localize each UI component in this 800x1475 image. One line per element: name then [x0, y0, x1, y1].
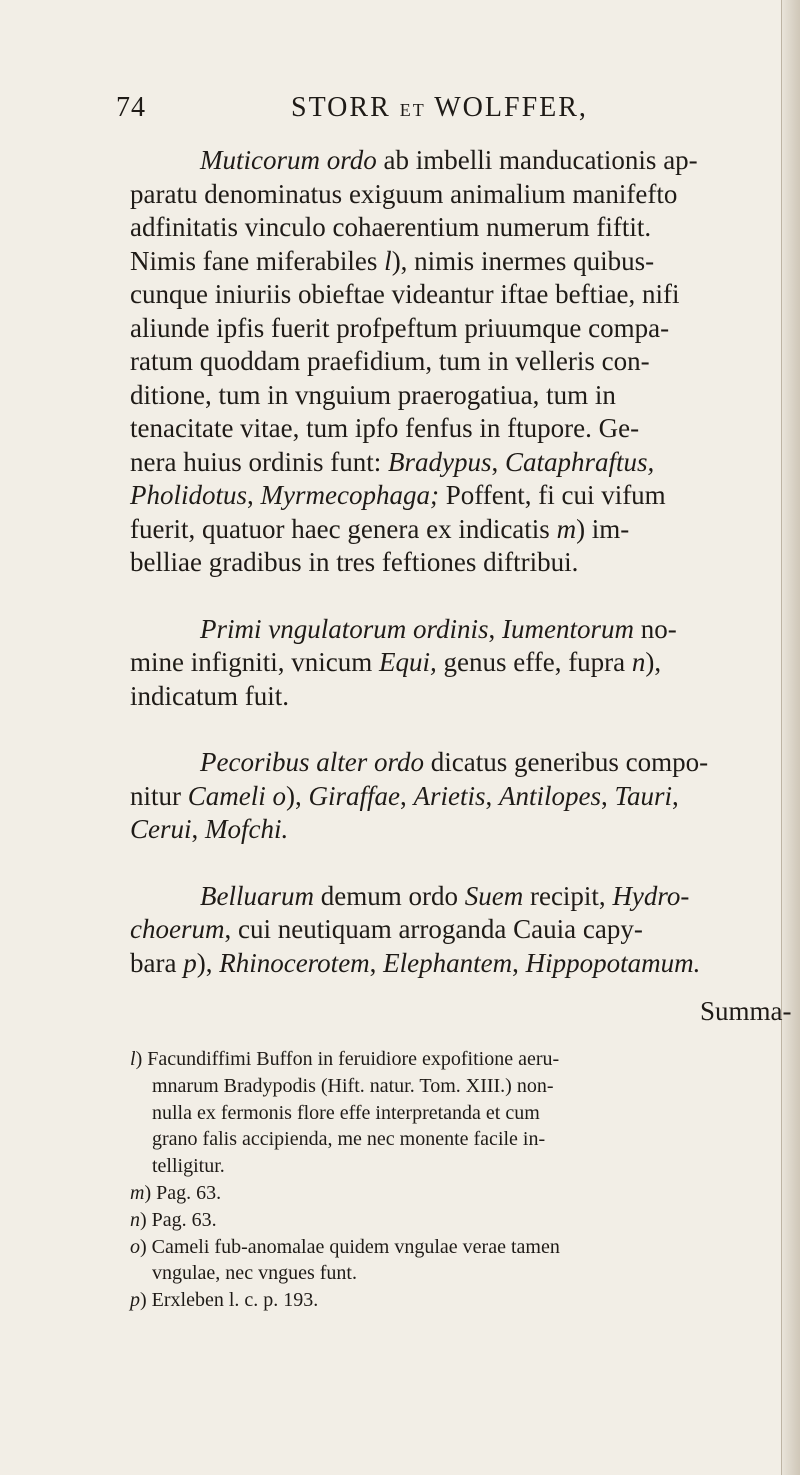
- footnote-line: mnarum Bradypodis (Hift. natur. Tom. XIII.) non-: [152, 1074, 554, 1097]
- paragraph: [130, 144, 770, 580]
- text-line: bara p), Rhinocerotem, Elephantem, Hippopotamum.: [130, 947, 701, 978]
- italic-term: Hippopotamum.: [525, 947, 701, 978]
- italic-term: Arietis: [413, 780, 486, 811]
- footnote: [130, 1046, 770, 1180]
- footnote: [130, 1234, 770, 1288]
- text-line: ditione, tum in vnguium praerogatiua, tum in: [130, 379, 616, 410]
- text-line: nera huius ordinis funt: Bradypus, Cataphraftus,: [130, 446, 655, 477]
- italic-term: Antilopes: [499, 780, 601, 811]
- footnote-line: l) Facundiffimi Buffon in feruidiore expofitione aeru-: [130, 1048, 560, 1070]
- footnote: [130, 1207, 770, 1234]
- footnote-line: telligitur.: [152, 1155, 225, 1178]
- italic-term: Cataphraftus,: [504, 446, 655, 477]
- body-text: [130, 144, 770, 980]
- footnote-line: p) Erxleben l. c. p. 193.: [130, 1289, 319, 1312]
- italic-term: Bradypus: [387, 446, 492, 477]
- footnote-line: grano falis accipienda, me nec monente facile in-: [152, 1128, 546, 1151]
- italic-term: Cerui: [130, 814, 192, 844]
- running-head-author-2: WOLFFER,: [434, 92, 588, 123]
- text-line: choerum, cui neutiquam arroganda Cauia capy-: [130, 914, 643, 944]
- italic-term: Elephantem: [383, 947, 513, 978]
- footnote-line: o) Cameli fub-anomalae quidem vngulae verae tamen: [130, 1235, 560, 1258]
- italic-term: Rhinocerotem: [219, 947, 370, 978]
- running-head-et: ET: [399, 100, 426, 120]
- running-head-author-1: STORR: [291, 92, 391, 123]
- italic-term: Suem: [464, 880, 524, 911]
- italic-term: Cameli o: [187, 780, 286, 811]
- catchword: Summa-: [700, 996, 792, 1026]
- italic-term: p: [183, 947, 197, 978]
- italic-term: Equi,: [378, 647, 437, 677]
- footnote: [130, 1287, 770, 1314]
- text-line: Nimis fane miferabiles l), nimis inermes quibus-: [130, 245, 655, 276]
- page-edge: [781, 0, 800, 1475]
- footnote-line: vngulae, nec vngues funt.: [152, 1262, 357, 1285]
- footnotes: [130, 1046, 770, 1314]
- text-line: aliunde ipfis fuerit profpeftum priuumque compa-: [130, 312, 670, 343]
- italic-term: Hydro-: [612, 880, 690, 911]
- text-line: nitur Cameli o), Giraffae, Arietis, Antilopes, Tauri,: [130, 780, 679, 811]
- footnote-line: m) Pag. 63.: [130, 1181, 222, 1204]
- text-line: mine infigniti, vnicum Equi, genus effe, fupra n),: [130, 647, 662, 677]
- italic-term: Pecoribus alter ordo: [200, 747, 424, 777]
- footnote-line: n) Pag. 63.: [130, 1208, 217, 1231]
- text-line: indicatum fuit.: [130, 680, 289, 711]
- text-line: Muticorum ordo ab imbelli manducationis ap-: [200, 145, 698, 175]
- italic-term: Tauri: [614, 780, 673, 811]
- footnote: [130, 1180, 770, 1207]
- text-line: belliae gradibus in tres feftiones diftribui.: [130, 547, 579, 577]
- italic-term: Muticorum ordo: [200, 145, 377, 175]
- italic-term: n: [631, 647, 646, 677]
- italic-term: p: [130, 1289, 140, 1312]
- paragraph: [130, 613, 770, 714]
- italic-term: Giraffae: [308, 780, 400, 811]
- italic-term: Myrmecophaga;: [260, 480, 439, 510]
- text-line: Pholidotus, Myrmecophaga; Poffent, fi cui vifum: [130, 480, 666, 510]
- italic-term: m: [556, 513, 577, 544]
- text-line: Cerui, Mofchi.: [130, 814, 289, 844]
- italic-term: Primi vngulatorum ordinis: [200, 613, 489, 644]
- text-line: cunque iniuriis obieftae videantur iftae beftiae, nifi: [130, 279, 680, 309]
- italic-term: l: [130, 1048, 136, 1070]
- running-head: [291, 92, 588, 124]
- italic-term: Pholidotus: [130, 480, 248, 510]
- text-line: Primi vngulatorum ordinis, Iumentorum no-: [200, 613, 677, 644]
- italic-term: Iumentorum: [502, 613, 634, 644]
- italic-term: Belluarum: [200, 880, 314, 911]
- italic-term: n: [130, 1208, 140, 1231]
- page-header: [116, 92, 716, 136]
- italic-term: o: [130, 1235, 140, 1258]
- italic-term: Mofchi.: [205, 814, 289, 844]
- text-line: Pecoribus alter ordo dicatus generibus compo-: [200, 747, 709, 777]
- italic-term: l: [384, 245, 392, 276]
- italic-term: choerum: [130, 914, 225, 944]
- text-line: ratum quoddam praefidium, tum in velleris con-: [130, 346, 650, 376]
- italic-term: m: [130, 1181, 145, 1204]
- page-number: 74: [116, 92, 146, 123]
- text-line: fuerit, quatuor haec genera ex indicatis m) im-: [130, 513, 630, 544]
- footnote-line: nulla ex fermonis flore effe interpretanda et cum: [152, 1101, 540, 1124]
- paragraph: [130, 880, 770, 981]
- paragraph: [130, 746, 770, 847]
- text-line: Belluarum demum ordo Suem recipit, Hydro-: [200, 880, 690, 911]
- text-line: paratu denominatus exiguum animalium manifefto: [130, 178, 678, 209]
- text-line: tenacitate vitae, tum ipfo fenfus in ftupore. Ge-: [130, 413, 640, 443]
- text-line: adfinitatis vinculo cohaerentium numerum fiftit.: [130, 212, 652, 242]
